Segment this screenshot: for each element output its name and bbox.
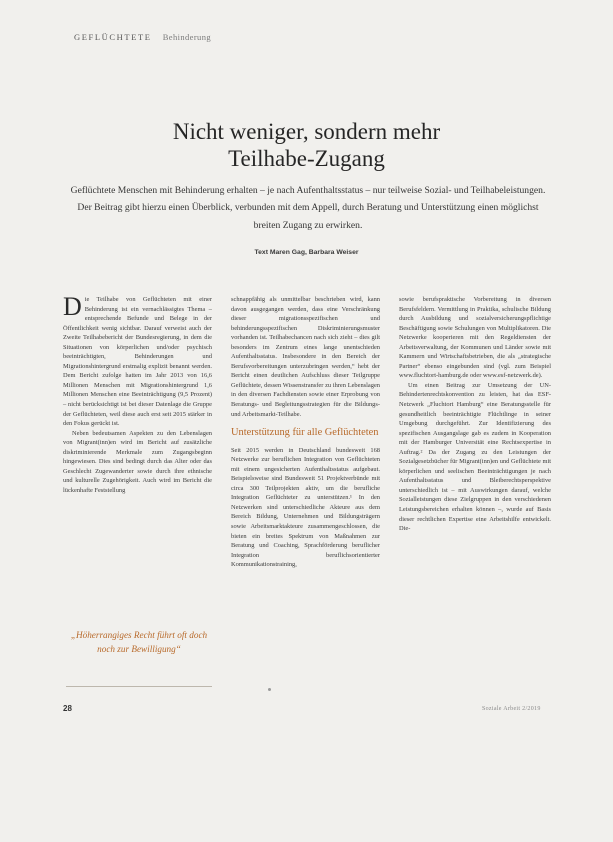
divider	[66, 686, 212, 687]
paragraph: Seit 2015 werden in Deutschland bundesweit 168 Netzwerke zur beruflichen Integration von Geflüchteten mit einem ungesicherten Aufenthaltsstatus aufgebaut. Beispielsweise sind Bundesweit 51 Projektverbünde mit circa 300 Teilprojekten aktiv, um die berufliche Integration Geflüchteter zu unterstützen.¹ In den Netzwerken sind unterschiedliche Akteure aus dem Bereich Bildung, Unternehmen und Bildungsträgern sowie Arbeitsmarktakteure zusammengeschlossen, die bieten ein breites Spektrum von Maßnahmen zur Beratung und Coaching, Sprachförderung beruflicher Integration beruflichsorientierter Kommunikationstraining,	[231, 446, 380, 569]
pull-quote: „Höherrangiges Recht führt oft doch noch zur Bewilligung“	[70, 630, 208, 654]
title-line-2: Teilhabe-Zugang	[228, 146, 385, 171]
paragraph: schnappfähig als unmittelbar beschrieben wird, kann davon ausgegangen werden, dass eine Verschränkung dieser migrationsspezifischen und behinderungsspezifischen Diskriminierungsmuster vorhanden ist. Teilhabechancen nach sich zieht – dies gilt besonders im Zentrum eines lange unentschieden Aufenthaltsstatus. Insbesondere in den Bereich der Berufsvorbereitungen unterzubringen werden,“ hebt der Bericht einen deutlichen Aufschluss dieser Teilgruppe Geflüchtete, dessen Wissenstransfer zu ihren Lebenslagen in den diversen Fachdiensten sowie einer Erprobung von Beratungs- und Begleitungsstrategien für die Bildungs- und Arbeitsmarkt-Teilhabe.	[231, 296, 380, 418]
paragraph: Neben bedeutsamen Aspekten zu den Lebenslagen von Migrant(inn)en wird im Bericht auf zusätzliche diskriminierende Merkmale zum Zugangsbeginn hingewiesen. Dies sind bedingt durch das Alter oder das Geschlecht Zugewanderter sowie durch ihre ethnische und kulturelle Zugehörigkeit. Auch wird im Bericht die lückenhafte Feststellung	[63, 429, 212, 494]
byline: Text Maren Gag, Barbara Weiser	[254, 249, 359, 256]
page-number: 28	[63, 704, 72, 713]
drop-cap: D	[63, 292, 82, 321]
article-title	[0, 118, 613, 172]
lead-paragraph: Geflüchtete Menschen mit Behinderung erhalten – je nach Aufenthaltsstatus – nur teilweise Sozial- und Teilhabeleistungen. Der Beitrag gibt hierzu einen Überblick, verbunden mit dem Appell, durch Beratung und Unterstützung einen möglichst breiten Zugang zu erwirken.	[70, 185, 546, 231]
text-column-1	[63, 292, 212, 495]
title-line-1: Nicht weniger, sondern mehr	[172, 119, 441, 144]
paragraph: sowie berufspraktische Vorbereitung in diversen Berufsfeldern. Vermittlung in Praktika, schulische Bildung durch Ausbildung und sozialversicherungspflichtige Beschäftigung sowie Schulungen von Multiplikatoren. Die Netzwerke kooperieren mit den Regeldiensten der Arbeitsverwaltung, der Kommunen und Länder sowie mit Kammern und Wirtschaftsbetrieben, die als „strategische Partner“ ebenso eingebunden sind (vgl. zum Beispiel www.fluchtort-hamburg.de oder www.esf-netzwerk.de).	[399, 296, 551, 380]
section-label: GEFLÜCHTETE	[74, 32, 152, 42]
paragraph: Um einen Beitrag zur Umsetzung der UN-Behindertenrechtskonvention zu leisten, hat das ESF-Netzwerk „Fluchtort Hamburg“ eine Beratungsstelle für gesundheitlich beeinträchtigte Flüchtlinge in seiner Umgebung durchgeführt. Zur Identifizierung des spezifischen Ausgangslage gab es zudem in Kooperation mit der Hamburger Universität eine Rechtsexpertise in Auftrag.² Da der Zugang zu den Leistungen der Sozialgesetzbücher für Migrant(inn)en und Geflüchtete mit körperlichen und seelischen Beeinträchtigungen je nach Aufenthaltsstatus und Bleiberechtsperspektive unterschiedlich ist – mit Auswirkungen darauf, welche Sozialleistungen diese Zielgruppen in den verschiedenen Leistungsbereichen erhalten können –, wurde auf Basis dieser rechtlichen Expertise eine Arbeitshilfe entwickelt. Die-	[399, 381, 551, 533]
paragraph-text: ie Teilhabe von Geflüchteten mit einer Behinderung ist ein vernachlässigtes Thema – entsprechende Befunde und Belege in der Öffentlichkeit wenig sichtbar. Darauf verweist auch der Zweite Teilhabebericht der Bundesregierung, in dem die Situationen von körperlichen und/oder psychisch beeinträchtigten, Behinderungen und Migrationshintergrund erstmalig explizit benannt werden. Dem Bericht zufolge hatten im Jahr 2013 von 16,6 Millionen Menschen mit Migrationshintergrund 1,6 Millionen Menschen eine Beeinträchtigung (9,5 Prozent) – nicht berücksichtigt ist bei dieser Datenlage die Gruppe der Geflüchteten, weil diese auch erst seit 2015 stärker in den Fokus gerückt ist.	[63, 296, 212, 428]
paragraph	[63, 292, 212, 429]
publication-source: Soziale Arbeit 2/2019	[482, 706, 541, 712]
mark	[268, 688, 271, 691]
section-header	[74, 32, 211, 42]
subheading: Unterstützung für alle Geflüchteten	[231, 427, 379, 439]
text-column-2	[231, 295, 380, 570]
text-column-3	[399, 295, 551, 534]
subsection-label: Behinderung	[162, 32, 212, 42]
